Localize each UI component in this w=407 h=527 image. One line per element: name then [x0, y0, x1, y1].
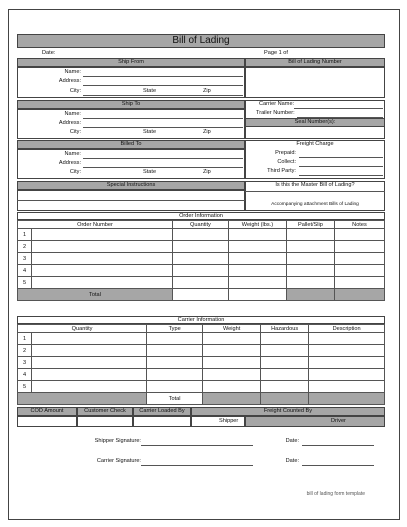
- carrier-weight-cell[interactable]: [203, 345, 261, 357]
- pallet-slip-cell[interactable]: [286, 229, 334, 241]
- table-row: [18, 241, 385, 253]
- freight-counted-by-header: Freight Counted By: [191, 407, 385, 416]
- quantity-cell[interactable]: [172, 277, 228, 289]
- date-field[interactable]: [67, 50, 247, 57]
- table-row: [18, 265, 385, 277]
- shipper-date-field[interactable]: [302, 445, 374, 446]
- notes-cell[interactable]: [334, 265, 384, 277]
- carrier-total-fill-hazardous: [261, 393, 309, 405]
- form-title: Bill of Lading: [17, 34, 385, 48]
- weight-cell[interactable]: [228, 241, 286, 253]
- carrier-quantity-cell[interactable]: [32, 369, 147, 381]
- collect-field[interactable]: [299, 166, 383, 167]
- order-number-cell[interactable]: [32, 241, 173, 253]
- carrier-quantity-cell[interactable]: [32, 345, 147, 357]
- weight-cell[interactable]: [228, 277, 286, 289]
- carrier-name-label: Carrier Name:: [259, 101, 295, 107]
- driver-option[interactable]: Driver: [331, 418, 346, 424]
- carrier-weight-col: Weight: [203, 325, 261, 333]
- carrier-total-fill-left: [18, 393, 147, 405]
- carrier-signature-field[interactable]: [141, 465, 253, 466]
- quantity-cell[interactable]: [172, 241, 228, 253]
- carrier-total-fill-description: [309, 393, 385, 405]
- row-number: 3: [18, 253, 32, 265]
- description-cell[interactable]: [309, 333, 385, 345]
- order-info-table: [17, 220, 385, 314]
- table-row: [18, 253, 385, 265]
- order-number-col: Order Number: [18, 221, 173, 229]
- footer-text: bill of lading form template: [306, 491, 365, 497]
- description-cell[interactable]: [309, 357, 385, 369]
- table-row: [18, 277, 385, 289]
- row-number: 2: [18, 345, 32, 357]
- type-cell[interactable]: [147, 381, 203, 393]
- order-number-cell[interactable]: [32, 277, 173, 289]
- row-number: 1: [18, 229, 32, 241]
- description-cell[interactable]: [309, 369, 385, 381]
- carrier-signature-label: Carrier Signature:: [96, 458, 141, 464]
- description-cell[interactable]: [309, 345, 385, 357]
- ship-from-address-field[interactable]: [83, 85, 243, 86]
- third-party-label: Third Party:: [267, 168, 296, 174]
- order-info-header: Order Information: [17, 212, 385, 220]
- carrier-quantity-col: Quantity: [18, 325, 147, 333]
- ship-to-address-label: Address:: [58, 120, 81, 126]
- billed-to-address-label: Address:: [58, 160, 81, 166]
- order-number-cell[interactable]: [32, 265, 173, 277]
- pallet-slip-cell[interactable]: [286, 253, 334, 265]
- notes-cell[interactable]: [334, 277, 384, 289]
- third-party-field[interactable]: [299, 175, 383, 176]
- carrier-info-header-row: [18, 325, 385, 333]
- carrier-total-fill-weight: [203, 393, 261, 405]
- order-total-fill: [286, 289, 334, 301]
- quantity-cell[interactable]: [172, 253, 228, 265]
- order-total-row: [18, 289, 385, 301]
- notes-cell[interactable]: [334, 229, 384, 241]
- carrier-quantity-cell[interactable]: [32, 333, 147, 345]
- carrier-total-row: [18, 393, 385, 405]
- notes-cell[interactable]: [334, 253, 384, 265]
- page-label: Page 1 of: [264, 50, 288, 56]
- row-number: 5: [18, 277, 32, 289]
- carrier-date-field[interactable]: [302, 465, 374, 466]
- table-row: [18, 369, 385, 381]
- carrier-loaded-by-field[interactable]: [133, 416, 191, 427]
- prepaid-label: Prepaid:: [275, 150, 296, 156]
- table-row: [18, 345, 385, 357]
- billed-to-name-field[interactable]: [83, 158, 243, 159]
- customer-check-field[interactable]: [77, 416, 133, 427]
- special-instructions-header: Special Instructions: [17, 181, 245, 190]
- order-total-quantity[interactable]: [172, 289, 228, 301]
- table-row: [18, 229, 385, 241]
- row-number: 4: [18, 265, 32, 277]
- master-bol-note: Accompanying attachment Bills of Lading: [271, 202, 359, 207]
- form-frame: [8, 9, 400, 520]
- weight-cell[interactable]: [228, 265, 286, 277]
- quantity-cell[interactable]: [172, 229, 228, 241]
- bol-number-field[interactable]: [245, 67, 385, 98]
- carrier-info-table: [17, 324, 385, 418]
- order-number-cell[interactable]: [32, 229, 173, 241]
- billed-to-state-label: State: [143, 169, 157, 175]
- carrier-loaded-by-header: Carrier Loaded By: [133, 407, 191, 416]
- ship-from-name-label: Name:: [64, 69, 81, 75]
- prepaid-field[interactable]: [299, 157, 383, 158]
- pallet-slip-cell[interactable]: [286, 277, 334, 289]
- carrier-name-field[interactable]: [294, 108, 383, 109]
- billed-to-name-label: Name:: [64, 151, 81, 157]
- shipper-driver-row: [245, 416, 385, 427]
- table-row: [18, 357, 385, 369]
- row-number: 2: [18, 241, 32, 253]
- ship-to-name-field[interactable]: [83, 118, 243, 119]
- shipper-signature-field[interactable]: [141, 445, 253, 446]
- billed-to-zip-label: Zip: [203, 169, 211, 175]
- description-cell[interactable]: [309, 381, 385, 393]
- type-cell[interactable]: [147, 333, 203, 345]
- hazardous-cell[interactable]: [261, 345, 309, 357]
- row-number: 4: [18, 369, 32, 381]
- collect-label: Collect:: [277, 159, 296, 165]
- carrier-info-header: Carrier Information: [17, 316, 385, 324]
- shipper-signature-label: Shipper Signature:: [94, 438, 141, 444]
- hazardous-cell[interactable]: [261, 333, 309, 345]
- order-number-cell[interactable]: [32, 253, 173, 265]
- ship-from-city-label: City:: [69, 88, 81, 94]
- seal-numbers-header: Seal Number(s):: [245, 118, 385, 127]
- shipper-date-label: Date:: [285, 438, 299, 444]
- row-number: 5: [18, 381, 32, 393]
- bol-number-header: Bill of Lading Number: [245, 58, 385, 67]
- row-number: 1: [18, 333, 32, 345]
- order-info-header-row: [18, 221, 385, 229]
- billed-to-address-field[interactable]: [83, 167, 243, 168]
- carrier-quantity-cell[interactable]: [32, 357, 147, 369]
- ship-to-header: Ship To: [17, 100, 245, 109]
- weight-cell[interactable]: [228, 229, 286, 241]
- carrier-date-label: Date:: [285, 458, 299, 464]
- pallet-slip-col: Pallet/Slip: [286, 221, 334, 229]
- notes-col: Notes: [334, 221, 384, 229]
- carrier-quantity-cell[interactable]: [32, 381, 147, 393]
- quantity-col: Quantity: [172, 221, 228, 229]
- ship-from-state-label: State: [143, 88, 157, 94]
- weight-col: Weight (lbs.): [228, 221, 286, 229]
- billed-to-city-label: City:: [69, 169, 81, 175]
- table-row: [18, 381, 385, 393]
- hazardous-cell[interactable]: [261, 369, 309, 381]
- carrier-weight-cell[interactable]: [203, 369, 261, 381]
- weight-cell[interactable]: [228, 253, 286, 265]
- cod-amount-field[interactable]: [17, 416, 77, 427]
- carrier-weight-cell[interactable]: [203, 357, 261, 369]
- customer-check-header: Customer Check: [77, 407, 133, 416]
- quantity-cell[interactable]: [172, 265, 228, 277]
- type-cell[interactable]: [147, 357, 203, 369]
- trailer-number-label: Trailer Number:: [256, 110, 295, 116]
- ship-to-name-label: Name:: [64, 111, 81, 117]
- table-row: [18, 333, 385, 345]
- cod-amount-header: COD Amount: [17, 407, 77, 416]
- description-col: Description: [309, 325, 385, 333]
- ship-to-state-label: State: [143, 129, 157, 135]
- hazardous-cell[interactable]: [261, 357, 309, 369]
- order-total-weight[interactable]: [228, 289, 286, 301]
- carrier-total-label: Total: [147, 393, 203, 405]
- carrier-weight-cell[interactable]: [203, 333, 261, 345]
- row-number: 3: [18, 357, 32, 369]
- ship-from-city-field[interactable]: [83, 95, 243, 96]
- date-label: Date:: [42, 50, 56, 56]
- shipper-option[interactable]: Shipper: [219, 418, 239, 424]
- ship-from-name-field[interactable]: [83, 76, 243, 77]
- pallet-slip-cell[interactable]: [286, 241, 334, 253]
- order-total-fill-notes: [334, 289, 384, 301]
- carrier-weight-cell[interactable]: [203, 381, 261, 393]
- hazardous-col: Hazardous: [261, 325, 309, 333]
- notes-cell[interactable]: [334, 241, 384, 253]
- special-instructions-divider: [17, 200, 245, 201]
- ship-from-zip-label: Zip: [203, 88, 211, 94]
- master-bol-divider: [245, 191, 385, 192]
- order-total-label: Total: [18, 289, 173, 301]
- freight-charge-header: Freight Charge: [296, 141, 334, 147]
- ship-from-address-label: Address:: [58, 78, 81, 84]
- seal-numbers-field[interactable]: [246, 127, 384, 138]
- pallet-slip-cell[interactable]: [286, 265, 334, 277]
- hazardous-cell[interactable]: [261, 381, 309, 393]
- type-cell[interactable]: [147, 345, 203, 357]
- ship-to-address-field[interactable]: [83, 127, 243, 128]
- type-cell[interactable]: [147, 369, 203, 381]
- ship-from-header: Ship From: [17, 58, 245, 67]
- billed-to-header: Billed To: [17, 140, 245, 149]
- ship-to-zip-label: Zip: [203, 129, 211, 135]
- master-bol-question: Is this the Master Bill of Lading?: [275, 182, 355, 188]
- type-col: Type: [147, 325, 203, 333]
- ship-to-city-label: City:: [69, 129, 81, 135]
